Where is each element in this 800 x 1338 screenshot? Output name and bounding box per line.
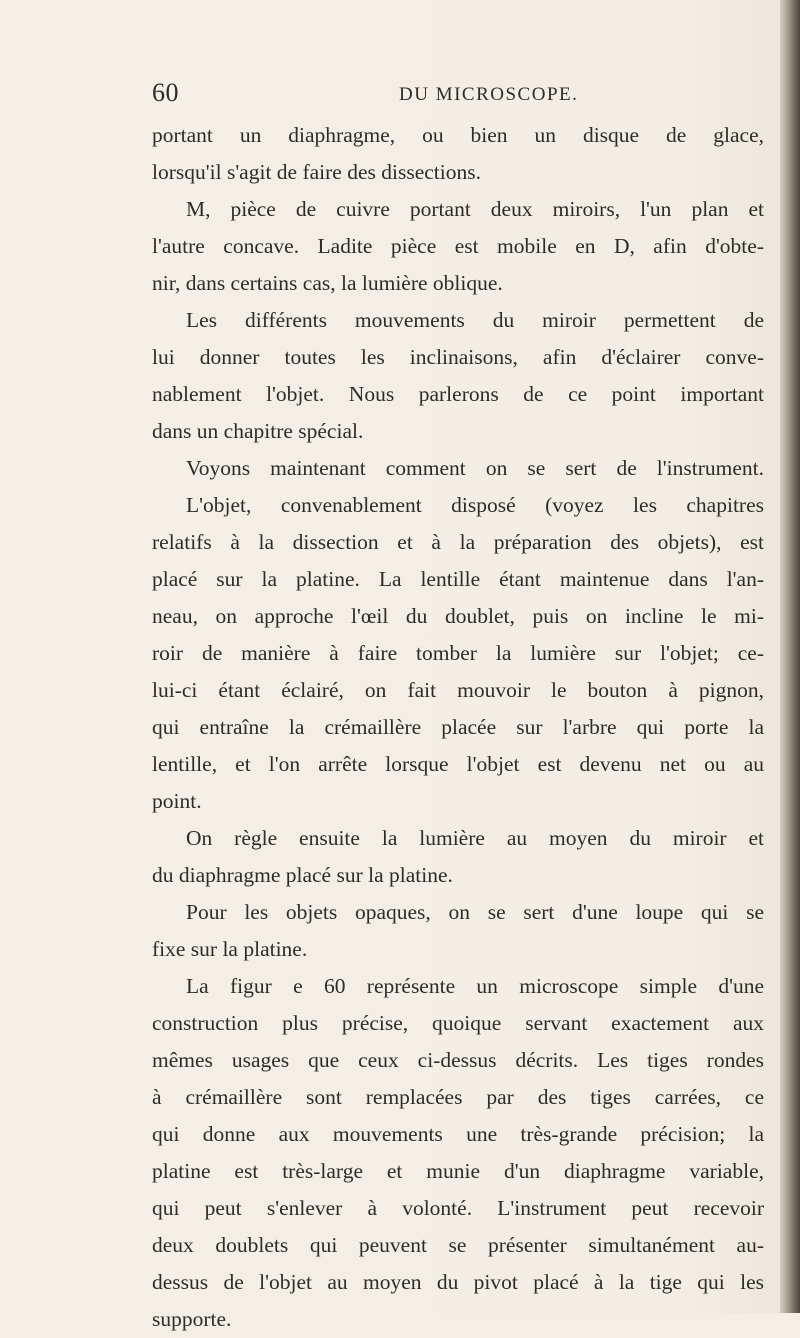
- text-line: platine est très-large et munie d'un diaphragme variable,: [152, 1159, 764, 1183]
- text-line: deux doublets qui peuvent se présenter simultanément au-: [152, 1233, 764, 1257]
- running-head: [152, 78, 760, 110]
- text-line: supporte.: [152, 1307, 232, 1331]
- text-line: neau, on approche l'œil du doublet, puis on incline le mi-: [152, 604, 764, 628]
- text-line: dans un chapitre spécial.: [152, 419, 364, 443]
- page-number: 60: [152, 78, 179, 107]
- text-line: dessus de l'objet au moyen du pivot placé à la tige qui les: [152, 1270, 764, 1294]
- body-text: [152, 117, 764, 1338]
- text-line: La figur e 60 représente un microscope simple d'une: [186, 974, 764, 998]
- text-line: On règle ensuite la lumière au moyen du miroir et: [186, 826, 764, 850]
- text-line: nir, dans certains cas, la lumière oblique.: [152, 271, 503, 295]
- text-line: fixe sur la platine.: [152, 937, 308, 961]
- text-line: Les différents mouvements du miroir permettent de: [186, 308, 764, 332]
- text-line: placé sur la platine. La lentille étant maintenue dans l'an-: [152, 567, 764, 591]
- text-line: l'autre concave. Ladite pièce est mobile en D, afin d'obte-: [152, 234, 764, 258]
- text-line: lentille, et l'on arrête lorsque l'objet est devenu net ou au: [152, 752, 764, 776]
- text-line: nablement l'objet. Nous parlerons de ce point important: [152, 382, 764, 406]
- text-line: qui donne aux mouvements une très-grande précision; la: [152, 1122, 764, 1146]
- text-line: L'objet, convenablement disposé (voyez les chapitres: [186, 493, 764, 517]
- text-line: lorsqu'il s'agit de faire des dissections.: [152, 160, 481, 184]
- text-line: mêmes usages que ceux ci-dessus décrits. Les tiges rondes: [152, 1048, 764, 1072]
- text-line: à crémaillère sont remplacées par des tiges carrées, ce: [152, 1085, 764, 1109]
- text-line: qui entraîne la crémaillère placée sur l'arbre qui porte la: [152, 715, 764, 739]
- text-line: relatifs à la dissection et à la préparation des objets), est: [152, 530, 764, 554]
- text-line: portant un diaphragme, ou bien un disque de glace,: [152, 123, 764, 147]
- text-line: point.: [152, 789, 202, 813]
- text-line: du diaphragme placé sur la platine.: [152, 863, 453, 887]
- text-line: M, pièce de cuivre portant deux miroirs, l'un plan et: [186, 197, 764, 221]
- text-line: Pour les objets opaques, on se sert d'une loupe qui se: [186, 900, 764, 924]
- text-line: construction plus précise, quoique servant exactement aux: [152, 1011, 764, 1035]
- text-line: Voyons maintenant comment on se sert de l'instrument.: [186, 456, 764, 480]
- running-title: DU MICROSCOPE.: [399, 84, 579, 105]
- text-line: lui-ci étant éclairé, on fait mouvoir le bouton à pignon,: [152, 678, 764, 702]
- text-line: lui donner toutes les inclinaisons, afin d'éclairer conve-: [152, 345, 764, 369]
- text-line: qui peut s'enlever à volonté. L'instrument peut recevoir: [152, 1196, 764, 1220]
- text-line: roir de manière à faire tomber la lumière sur l'objet; ce-: [152, 641, 764, 665]
- page-binding-edge: [780, 0, 800, 1313]
